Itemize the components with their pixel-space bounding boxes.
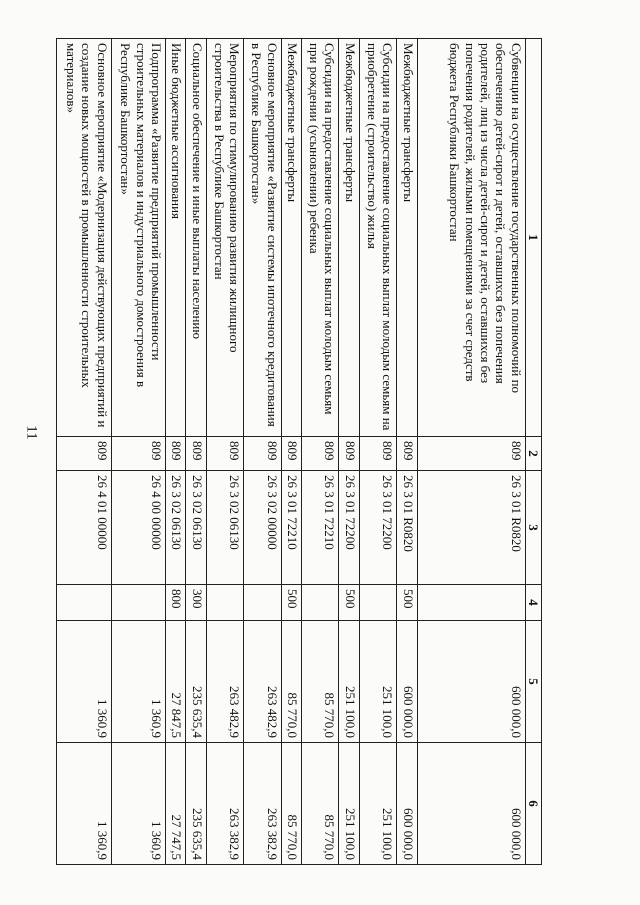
header-col-6: 6 — [525, 743, 541, 865]
expense-type: 500 — [281, 585, 301, 621]
expense-type — [244, 585, 281, 621]
expense-type: 500 — [397, 585, 417, 621]
amount-year-1: 27 847,5 — [166, 621, 186, 743]
amount-year-2: 600 000,0 — [397, 743, 417, 865]
amount-year-2: 263 382,9 — [206, 743, 243, 865]
expense-type: 300 — [186, 585, 206, 621]
ministry-code: 809 — [166, 437, 186, 471]
expense-type — [302, 585, 339, 621]
amount-year-2: 1 360,9 — [111, 743, 165, 865]
table-row — [339, 39, 359, 865]
budget-table — [56, 38, 542, 865]
table-row — [244, 39, 281, 865]
table-row — [166, 39, 186, 865]
ministry-code: 809 — [111, 437, 165, 471]
row-name: Социальное обеспечение и иные выплаты населению — [186, 39, 206, 437]
target-article: 26 3 01 R0820 — [397, 471, 417, 585]
header-col-1: 1 — [525, 39, 541, 437]
amount-year-2: 251 100,0 — [339, 743, 359, 865]
target-article: 26 3 01 72210 — [302, 471, 339, 585]
expense-type — [359, 585, 396, 621]
amount-year-1: 235 635,4 — [186, 621, 206, 743]
amount-year-1: 600 000,0 — [397, 621, 417, 743]
amount-year-2: 600 000,0 — [417, 743, 525, 865]
amount-year-2: 263 382,9 — [244, 743, 281, 865]
expense-type: 500 — [339, 585, 359, 621]
ministry-code: 809 — [302, 437, 339, 471]
rotated-table-wrapper — [56, 38, 542, 864]
row-name: Межбюджетные трансферты — [397, 39, 417, 437]
amount-year-1: 85 770,0 — [302, 621, 339, 743]
row-name: Подпрограмма «Развитие предприятий промышленности строительных материалов и индустриального домостроения в Республике Башкортостан» — [111, 39, 165, 437]
table-row — [206, 39, 243, 865]
amount-year-2: 27 747,5 — [166, 743, 186, 865]
target-article: 26 3 01 72200 — [359, 471, 396, 585]
amount-year-2: 85 770,0 — [281, 743, 301, 865]
row-name: Основное мероприятие «Модернизация действующих предприятий и создание новых мощностей в промышленности строительных материалов» — [57, 39, 112, 437]
target-article: 26 4 01 00000 — [57, 471, 112, 585]
ministry-code: 809 — [359, 437, 396, 471]
target-article: 26 3 02 00000 — [244, 471, 281, 585]
row-name: Межбюджетные трансферты — [339, 39, 359, 437]
ministry-code: 809 — [281, 437, 301, 471]
amount-year-1: 263 482,9 — [244, 621, 281, 743]
row-name: Субсидии на предоставление социальных выплат молодым семьям на приобретение (строительство) жилья — [359, 39, 396, 437]
header-col-4: 4 — [525, 585, 541, 621]
header-col-2: 2 — [525, 437, 541, 471]
row-name: Иные бюджетные ассигнования — [166, 39, 186, 437]
target-article: 26 3 02 06130 — [206, 471, 243, 585]
ministry-code: 809 — [57, 437, 112, 471]
expense-type — [417, 585, 525, 621]
row-name: Межбюджетные трансферты — [281, 39, 301, 437]
amount-year-2: 235 635,4 — [186, 743, 206, 865]
amount-year-1: 1 360,9 — [111, 621, 165, 743]
table-row — [302, 39, 339, 865]
amount-year-1: 251 100,0 — [339, 621, 359, 743]
ministry-code: 809 — [339, 437, 359, 471]
expense-type: 800 — [166, 585, 186, 621]
row-name: Основное мероприятие «Развитие системы ипотечного кредитования в Республике Башкортостан» — [244, 39, 281, 437]
header-col-5: 5 — [525, 621, 541, 743]
table-body — [57, 39, 526, 865]
target-article: 26 3 01 72210 — [281, 471, 301, 585]
table-row — [359, 39, 396, 865]
table-row — [417, 39, 525, 865]
amount-year-2: 251 100,0 — [359, 743, 396, 865]
amount-year-1: 1 360,9 — [57, 621, 112, 743]
ministry-code: 809 — [417, 437, 525, 471]
table-row — [397, 39, 417, 865]
amount-year-1: 600 000,0 — [417, 621, 525, 743]
amount-year-2: 1 360,9 — [57, 743, 112, 865]
page-number: 11 — [23, 425, 40, 440]
table-row — [111, 39, 165, 865]
ministry-code: 809 — [206, 437, 243, 471]
amount-year-2: 85 770,0 — [302, 743, 339, 865]
amount-year-1: 85 770,0 — [281, 621, 301, 743]
table-row — [57, 39, 112, 865]
ministry-code: 809 — [186, 437, 206, 471]
table-header-row — [525, 39, 541, 865]
target-article: 26 3 01 72200 — [339, 471, 359, 585]
header-col-3: 3 — [525, 471, 541, 585]
table-row — [281, 39, 301, 865]
row-name: Мероприятия по стимулированию развития жилищного строительства в Республике Башкортостан — [206, 39, 243, 437]
amount-year-1: 251 100,0 — [359, 621, 396, 743]
expense-type — [206, 585, 243, 621]
target-article: 26 3 02 06130 — [166, 471, 186, 585]
expense-type — [57, 585, 112, 621]
expense-type — [111, 585, 165, 621]
ministry-code: 809 — [397, 437, 417, 471]
target-article: 26 4 00 00000 — [111, 471, 165, 585]
target-article: 26 3 02 06130 — [186, 471, 206, 585]
row-name: Субсидии на предоставление социальных выплат молодым семьям при рождении (усыновлении) ребенка — [302, 39, 339, 437]
amount-year-1: 263 482,9 — [206, 621, 243, 743]
target-article: 26 3 01 R0820 — [417, 471, 525, 585]
table-row — [186, 39, 206, 865]
ministry-code: 809 — [244, 437, 281, 471]
row-name: Субвенции на осуществление государственных полномочий по обеспечению детей-сирот и детей, оставшихся без попечения родителей, лиц из числа детей-сирот и детей, оставшихся без попечения родителей, жилыми помещениями за счет средств бюджета Республики Башкортостан — [417, 39, 525, 437]
